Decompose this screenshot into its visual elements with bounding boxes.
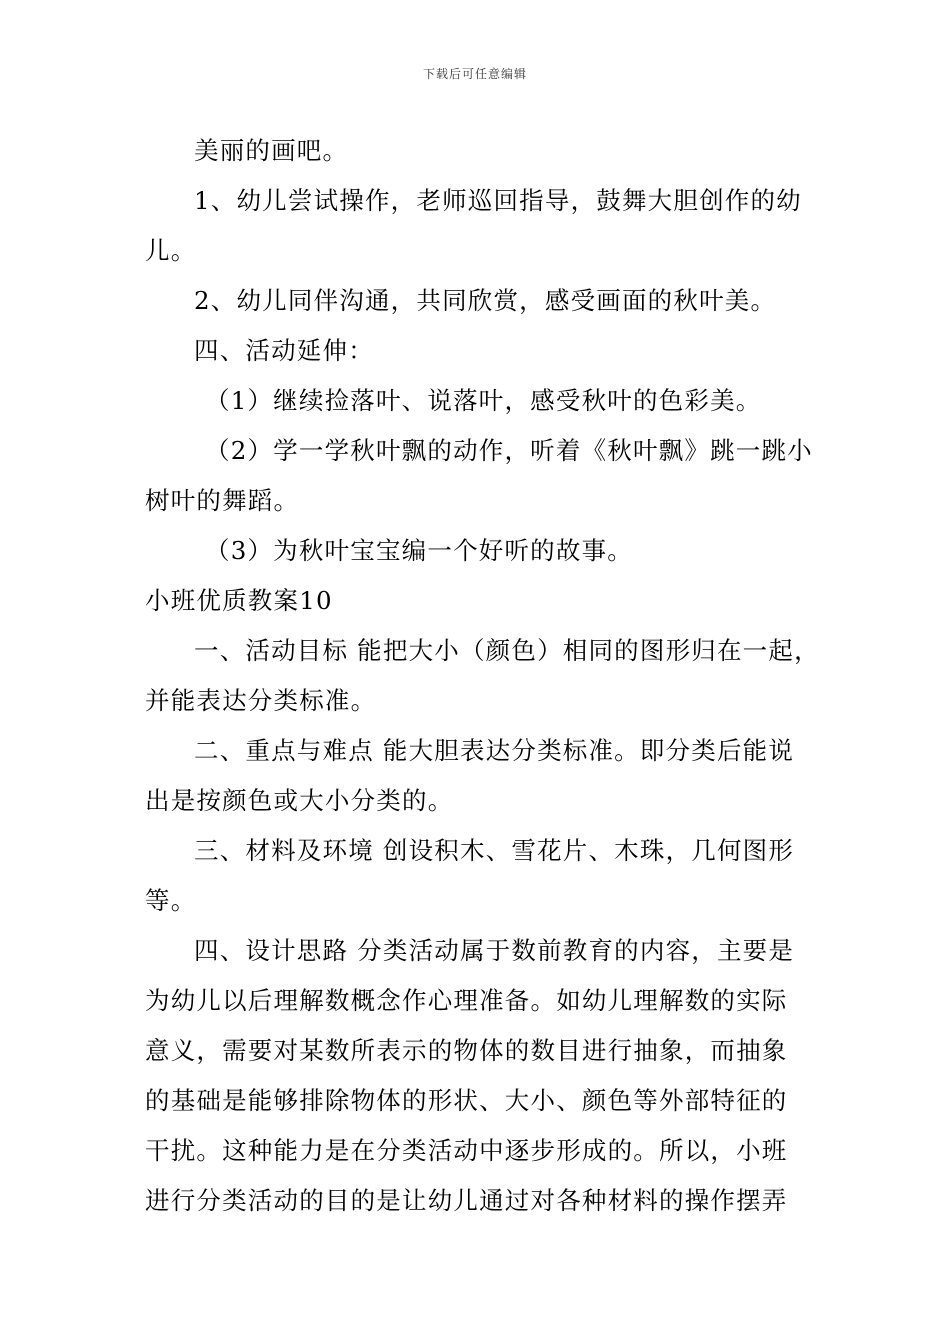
text-line: 为幼儿以后理解数概念作心理准备。如幼儿理解数的实际 xyxy=(145,986,788,1015)
section-heading: 四、活动延伸： xyxy=(194,336,374,365)
document-title: 小班优质教案10 xyxy=(145,586,333,615)
text-line: 并能表达分类标准。 xyxy=(145,686,377,715)
text-line: 四、设计思路 分类活动属于数前教育的内容，主要是 xyxy=(194,936,795,965)
text-line: 2、幼儿同伴沟通，共同欣赏，感受画面的秋叶美。 xyxy=(194,286,777,315)
text-line: 三、材料及环境 创设积木、雪花片、木珠，几何图形 xyxy=(194,836,795,865)
text-line: （1）继续捡落叶、说落叶，感受秋叶的色彩美。 xyxy=(205,386,762,415)
text-line: 的基础是能够排除物体的形状、大小、颜色等外部特征的 xyxy=(145,1086,788,1115)
text-line: （3）为秋叶宝宝编一个好听的故事。 xyxy=(205,536,633,565)
text-line: 出是按颜色或大小分类的。 xyxy=(145,786,454,815)
text-line: 进行分类活动的目的是让幼儿通过对各种材料的操作摆弄 xyxy=(145,1186,788,1215)
text-line: 美丽的画吧。 xyxy=(194,136,349,165)
text-line: 一、活动目标 能把大小（颜色）相同的图形归在一起， xyxy=(194,636,820,665)
text-line: 二、重点与难点 能大胆表达分类标准。即分类后能说 xyxy=(194,736,795,765)
text-line: 树叶的舞蹈。 xyxy=(145,486,300,515)
text-line: 干扰。这种能力是在分类活动中逐步形成的。所以，小班 xyxy=(145,1136,788,1165)
document-body xyxy=(145,126,820,1226)
text-line: 意义，需要对某数所表示的物体的数目进行抽象，而抽象 xyxy=(145,1036,788,1065)
text-line: 等。 xyxy=(145,886,197,915)
text-line: （2）学一学秋叶飘的动作，听着《秋叶飘》跳一跳小 xyxy=(205,436,813,465)
text-line: 儿。 xyxy=(145,236,197,265)
text-line: 1、幼儿尝试操作，老师巡回指导，鼓舞大胆创作的幼 xyxy=(194,186,802,215)
page-header: 下载后可任意编辑 xyxy=(422,67,527,81)
